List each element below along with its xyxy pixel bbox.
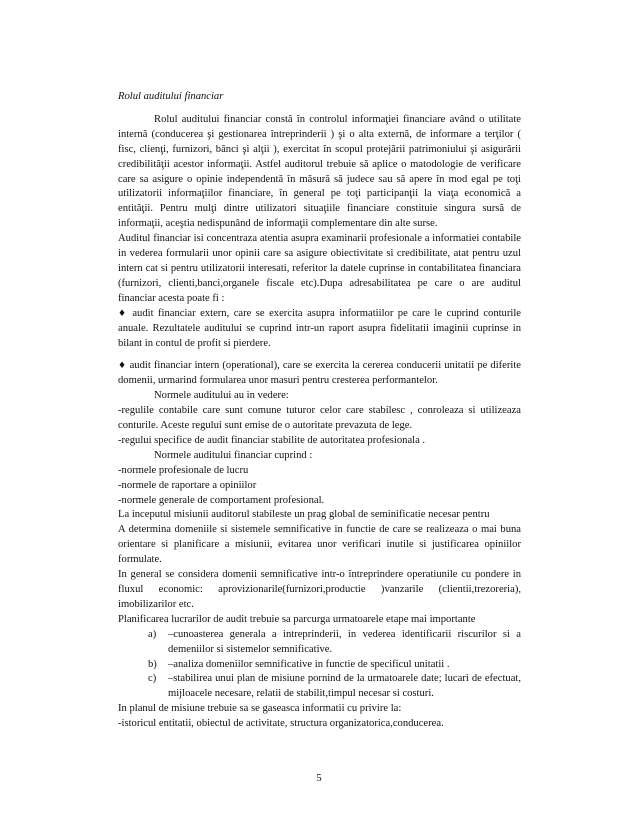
bullet-text: audit financiar extern, care se exercita asupra informatiilor pe care le cuprind conturile anuale. Rezultatele auditului se cuprind intr-un raport asupra fidelitatii imaginii cuprinse in bilant in contul de profit si pierdere. (118, 307, 521, 349)
section-title: Rolul auditului financiar (118, 91, 224, 102)
list-item-text: –stabilirea unui plan de misiune pornind de la urmatoarele date; lucari de efectuat, mijloacele necesare, relatii de stabilit,timpul necesar si costuri. (168, 673, 521, 700)
bullet-text: audit financiar intern (operational), care se exercita la cererea conducerii unitatii pe diferite domenii, urmarind formularea unor masuri pentru cresterea performantelor. (118, 360, 521, 387)
financial-norms-heading: Normele auditului financiar cuprind : (154, 449, 313, 461)
threshold-paragraph: La inceputul misiunii auditorul stabileste un prag global de seminificatie necesar pentru (118, 509, 490, 521)
diamond-bullet-icon: ♦ (118, 361, 127, 372)
list-item-text: –cunoasterea generala a intreprinderii, in vederea identificarii riscurilor si a demeniilor si sistemelor semnificative. (168, 628, 521, 655)
list-marker: a) (148, 628, 157, 640)
audit-norms-heading: Normele auditului au in vedere: (154, 390, 289, 402)
diamond-bullet-icon: ♦ (118, 308, 128, 319)
list-item: -normele profesionale de lucru (118, 464, 249, 476)
planning-paragraph: Planificarea lucrarilor de audit trebuie sa parcurga urmatoarele etape mai importante (118, 613, 476, 625)
list-item: -regului specifice de audit financiar stabilite de autoritatea profesionala . (118, 434, 426, 446)
list-item (148, 628, 521, 658)
significant-domains-paragraph: In general se considera domenii semnificative intr-o întreprindere operatiunile cu pondere in fluxul economic: aprovizionarile(furnizori,productie )vanzarile (clientii,trezoreria), imobilizarilor etc. (118, 569, 521, 610)
list-item: -normele de raportare a opiniilor (118, 479, 257, 491)
planning-steps-list (118, 628, 521, 703)
document-body (118, 90, 521, 732)
list-item: -istoricul entitatii, obiectul de activitate, structura organizatorica,conducerea. (118, 718, 444, 730)
list-item-text: –analiza domeniilor semnificative in functie de specificul unitatii . (168, 658, 450, 670)
list-item (148, 672, 521, 702)
list-marker: b) (148, 658, 157, 670)
spacer (118, 351, 521, 359)
bullet-internal-audit (118, 359, 521, 389)
list-item: -normele generale de comportament profesional. (118, 494, 325, 506)
intro-paragraph: Rolul auditului financiar constă în controlul informaţiei financiare având o utilitate internă (conducerea şi gestionarea întreprinderii ) şi o alta externă, de informare a terţilor ( fisc, clienţi, furnizori, bănci şi alţii ), exercitat în scopul protejării patrimoniului şi asigurării credibilităţii acestor informaţii. Astfel auditorul trebuie să aplice o matodologie de verificare care sa asigure o opinie independentă în măsură să judece sau să apere în mod egal pe toţi utilizatorii informaţiilor financiare, în general pe toţi participanţii la viaţa economică a entităţii. Pentru mulţi dintre utilizatori situaţiile financiare constituie singura sursă de informaţii, aceştia nedispunând de informaţii complementare din alte surse. (118, 113, 521, 230)
page-number: 5 (316, 773, 322, 784)
bullet-external-audit (118, 307, 521, 352)
list-marker: c) (148, 673, 157, 685)
mission-plan-paragraph: In planul de misiune trebuie sa se gaseasca informatii cu privire la: (118, 703, 402, 715)
domains-paragraph: A determina domeniile si sistemele semnificative in functie de care se realizeaza o mai buna orientare si planificare a misiunii, evitarea unor verificari inutile si justificarea opiniilor formulate. (118, 524, 521, 566)
list-item: -regulile contabile care sunt comune tuturor celor care stabilesc , conroleaza si utilizeaza conturile. Aceste regului sunt emise de o autoritate prevazuta de lege. (118, 405, 521, 432)
list-item (148, 658, 521, 673)
focus-paragraph: Auditul financiar isi concentraza atentia asupra examinarii profesionale a informatiei contabile in vederea formularii unor opinii care sa asigure obiectivitate si credibilitate, atat pentru uzul intern cat si pentru utilizatorii interesati, referitor la datele cuprinse in contabilitatea financiara (furnizori, clienti,banci,organele fiscale etc).Dupa adresabilitatea pe care o are auditul financiar acesta poate fi : (118, 233, 521, 304)
